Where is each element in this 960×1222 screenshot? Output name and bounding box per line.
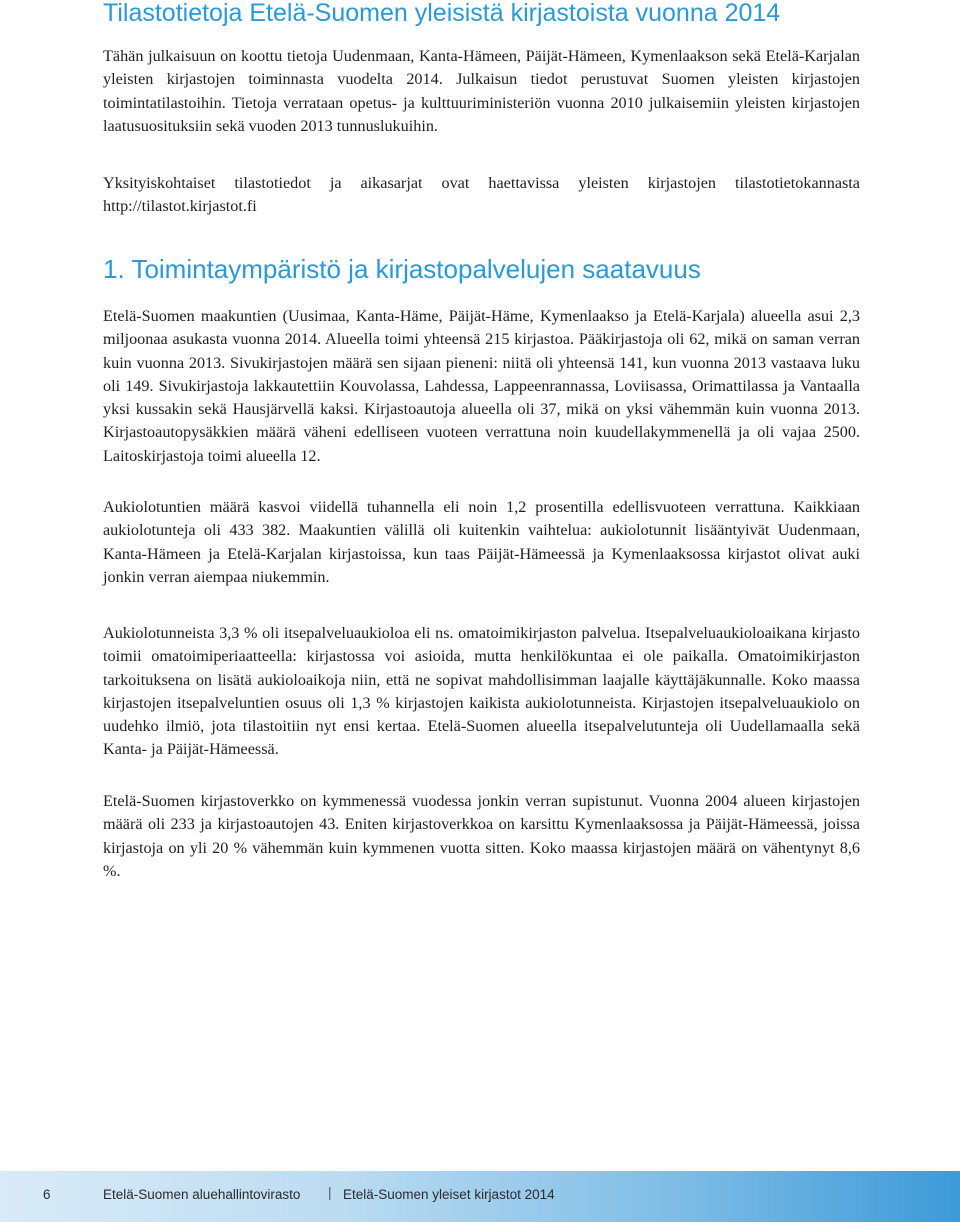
- page-number: 6: [43, 1187, 51, 1202]
- section-paragraph: Aukiolotuntien määrä kasvoi viidellä tuhannella eli noin 1,2 prosentilla edellisvuoteen verrattuna. Kaikkiaan aukiolotunteja oli 433 382. Maakuntien välillä oli kuitenkin vaihtelua: aukiolotunnit lisääntyivät Uudenmaan, Kanta-Hämeen ja Etelä-Karjalan kirjastoissa, kun taas Päijät-Hämeessä ja Kymenlaaksossa kirjastot olivat auki jonkin verran aiempaa niukemmin.: [103, 498, 860, 586]
- section-paragraph: Etelä-Suomen maakuntien (Uusimaa, Kanta-Häme, Päijät-Häme, Kymenlaakso ja Etelä-Karjala) alueella asui 2,3 miljoonaa asukasta vuonna 2014. Alueella toimi yhteensä 215 kirjastoa. Pääkirjastoja oli 62, mikä on saman verran kuin vuonna 2013. Sivukirjastojen määrä sen sijaan pieneni: niitä oli yhteensä 141, kun vuonna 2013 vastaava luku oli 149. Sivukirjastoja lakkautettiin Kouvolassa, Lahdessa, Lappeenrannassa, Loviisassa, Orimattilassa ja Vantaalla yksi kussakin sekä Hausjärvellä kaksi. Kirjastoautoja alueella oli 37, mikä on yksi vähemmän kuin vuonna 2013. Kirjastoautopysäkkien määrä väheni edelliseen vuoteen verrattuna noin kuudellakymmenellä ja oli vajaa 2500. Laitoskirjastoja toimi alueella 12.: [103, 307, 860, 465]
- intro-paragraph: Tähän julkaisuun on koottu tietoja Uudenmaan, Kanta-Hämeen, Päijät-Hämeen, Kymenlaakson sekä Etelä-Karjalan yleisten kirjastojen toiminnasta vuodelta 2014. Julkaisun tiedot perustuvat Suomen yleisten kirjastojen toimintatilastoihin. Tietoja verrataan opetus- ja kulttuuriministeriön vuonna 2010 julkaisemiin yleisten kirjastojen laatusuosituksiin sekä vuoden 2013 tunnuslukuihin.: [103, 47, 860, 135]
- footer-separator: |: [328, 1185, 332, 1200]
- footer-publication: Etelä-Suomen yleiset kirjastot 2014: [343, 1187, 555, 1202]
- intro-database-paragraph: Yksityiskohtaiset tilastotiedot ja aikasarjat ovat haettavissa yleisten kirjastojen tilastotietokannasta http://tilastot.kirjastot.fi: [103, 174, 860, 216]
- section-heading: 1. Toimintaympäristö ja kirjastopalvelujen saatavuus: [103, 254, 701, 284]
- section-paragraph: Etelä-Suomen kirjastoverkko on kymmenessä vuodessa jonkin verran supistunut. Vuonna 2004 alueen kirjastojen määrä oli 233 ja kirjastoautojen 43. Eniten kirjastoverkkoa on karsittu Kymenlaaksossa ja Päijät-Hämeessä, joissa kirjastoja on yli 20 % vähemmän kuin kymmenen vuotta sitten. Koko maassa kirjastojen määrä on vähentynyt 8,6 %.: [103, 792, 860, 880]
- section-paragraph: Aukiolotunneista 3,3 % oli itsepalveluaukioloa eli ns. omatoimikirjaston palvelua. Itsepalveluaukioloaikana kirjasto toimii omatoimiperiaatteella: kirjastossa voi asioida, mutta henkilökuntaa ei ole paikalla. Omatoimikirjaston tarkoituksena on lisätä aukioloaikoja niin, että ne sopivat mahdollisimman laajalle käyttäjäkunnalle. Koko maassa kirjastojen itsepalveluntien osuus oli 1,3 % kirjastojen kaikista aukiolotunneista. Kirjastojen itsepalveluaukiolo on uudehko ilmiö, jota tilastoitiin nyt ensi kertaa. Etelä-Suomen alueella itsepalvelutunteja oli Uudellamaalla sekä Kanta- ja Päijät-Hämeessä.: [103, 624, 860, 759]
- page-title: Tilastotietoja Etelä-Suomen yleisistä kirjastoista vuonna 2014: [103, 0, 781, 27]
- page-footer: [0, 1171, 960, 1222]
- footer-organization: Etelä-Suomen aluehallintovirasto: [103, 1187, 301, 1202]
